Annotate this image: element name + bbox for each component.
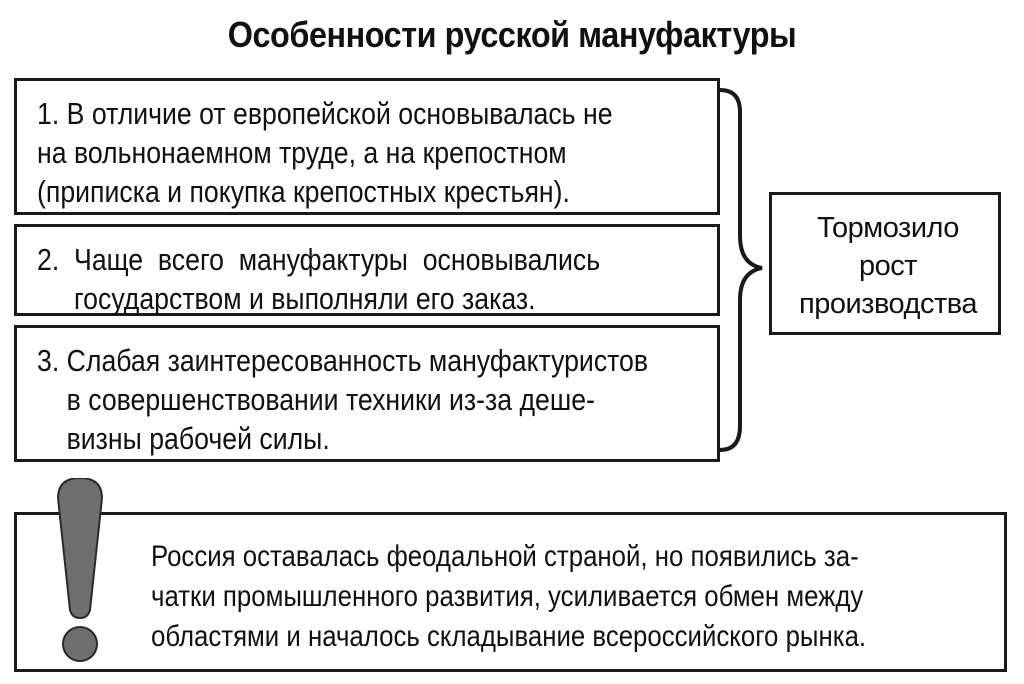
feature-text-3: 3. Слабая заинтересованность мануфактуристов в совершенствовании техники из-за деше- визны рабочей силы. bbox=[37, 343, 649, 456]
feature-text-1: 1. В отличие от европейской основывалась не на вольнонаемном труде, а на крепостном (приписка и покупка крепостных крестьян). bbox=[37, 96, 613, 209]
page-title: Особенности русской мануфактуры bbox=[227, 14, 797, 55]
exclamation-icon bbox=[52, 478, 108, 668]
feature-box-1 bbox=[14, 78, 720, 215]
curly-brace-icon bbox=[716, 86, 772, 456]
feature-text-2: 2. Чаще всего мануфактуры основывались государством и выполняли его заказ. bbox=[37, 242, 601, 316]
conclusion-box bbox=[14, 512, 1007, 672]
feature-box-2 bbox=[14, 224, 720, 316]
result-box bbox=[769, 192, 1001, 335]
conclusion-text: Россия оставалась феодальной страной, но появились за- чатки промышленного развития, усиливается обмен между областями и началось складывание всероссийского рынка. bbox=[151, 540, 867, 653]
feature-box-3 bbox=[14, 325, 720, 462]
result-text: Тормозило рост производства bbox=[799, 212, 977, 320]
